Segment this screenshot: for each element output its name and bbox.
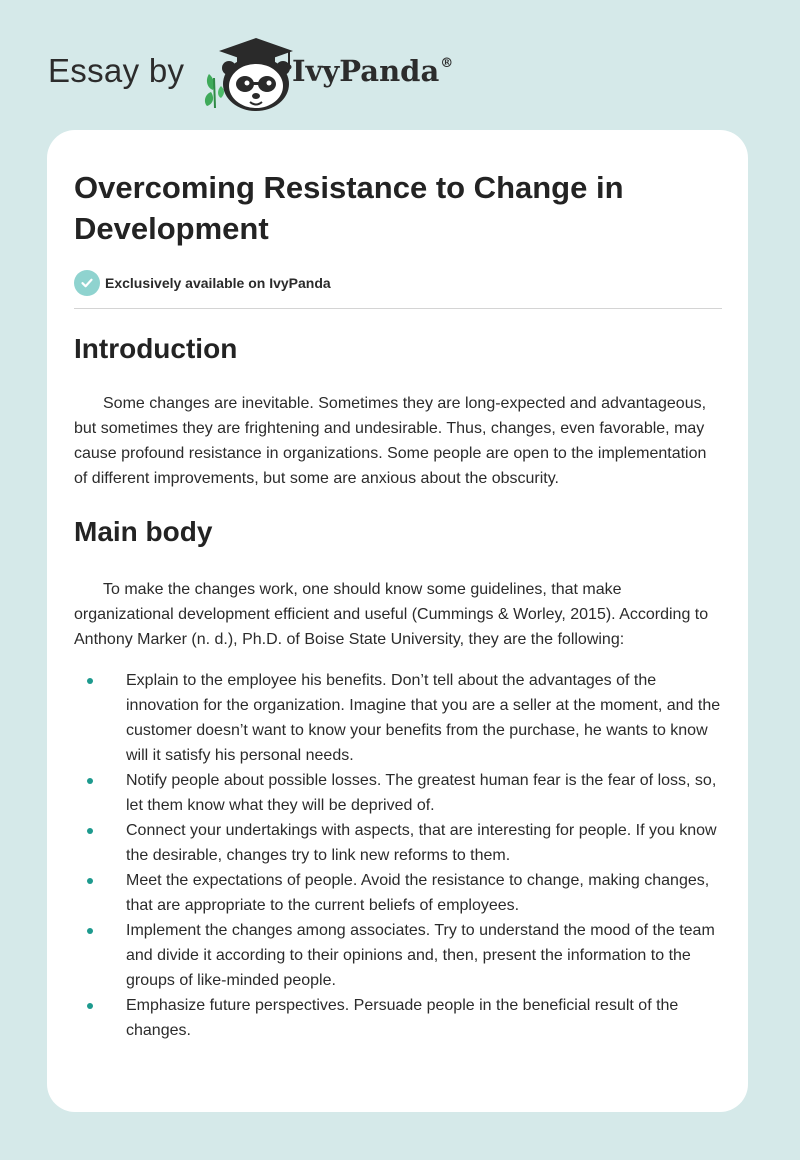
list-item-text: Connect your undertakings with aspects, that are interesting for people. If you know the desirable, changes try to link new reforms to them. <box>126 822 717 864</box>
bullet-dot-icon <box>87 828 93 834</box>
essay-card <box>47 130 748 1112</box>
list-item <box>74 818 722 868</box>
exclusive-label: Exclusively available on IvyPanda <box>105 275 331 291</box>
brand-text[interactable]: IvyPanda <box>292 54 440 88</box>
introduction-paragraph: Some changes are inevitable. Sometimes they are long-expected and advantageous, but sometimes they are frightening and undesirable. Thus, changes, even favorable, may cause profound resistance in organizations. Some people are open to the implementation of different improvements, but some are anxious about the obscurity. <box>74 395 707 487</box>
registered-mark: ® <box>440 56 454 72</box>
list-item-text: Implement the changes among associates. Try to understand the mood of the team and divide it according to their opinions and, then, present the information to the groups of like-minded people. <box>126 922 715 989</box>
bullet-dot-icon <box>87 928 93 934</box>
bullet-dot-icon <box>87 1003 93 1009</box>
exclusive-badge <box>74 269 722 297</box>
section-heading-main-body: Main body <box>74 516 213 547</box>
essay-title: Overcoming Resistance to Change in Development <box>74 170 624 246</box>
brand-name[interactable] <box>292 54 453 88</box>
list-item <box>74 668 722 768</box>
list-item-text: Explain to the employee his benefits. Don’t tell about the advantages of the innovation for the organization. Imagine that you are a seller at the moment, and the customer doesn’t want to know your benefits from the purchase, he wants to know will it satisfy his personal needs. <box>126 672 721 764</box>
bullet-dot-icon <box>87 878 93 884</box>
list-item <box>74 768 722 818</box>
list-item-text: Meet the expectations of people. Avoid the resistance to change, making changes, that are appropriate to the current beliefs of employees. <box>126 872 710 914</box>
check-circle-icon <box>74 270 100 296</box>
section-heading-introduction: Introduction <box>74 333 238 364</box>
list-item-text: Notify people about possible losses. The greatest human fear is the fear of loss, so, let them know what they will be deprived of. <box>126 772 717 814</box>
site-header <box>48 30 508 112</box>
panda-graduate-logo-icon[interactable] <box>201 34 297 112</box>
list-item <box>74 868 722 918</box>
list-item-text: Emphasize future perspectives. Persuade people in the beneficial result of the changes. <box>126 997 679 1039</box>
title-divider <box>74 308 722 309</box>
essay-by-label: Essay by <box>48 52 185 89</box>
bullet-dot-icon <box>87 778 93 784</box>
guidelines-list <box>74 668 722 1043</box>
list-item <box>74 918 722 993</box>
main-body-paragraph: To make the changes work, one should know some guidelines, that make organizational development efficient and useful (Cummings & Worley, 2015). According to Anthony Marker (n. d.), Ph.D. of Boise State University, they are the following: <box>74 581 709 648</box>
bullet-dot-icon <box>87 678 93 684</box>
list-item <box>74 993 722 1043</box>
